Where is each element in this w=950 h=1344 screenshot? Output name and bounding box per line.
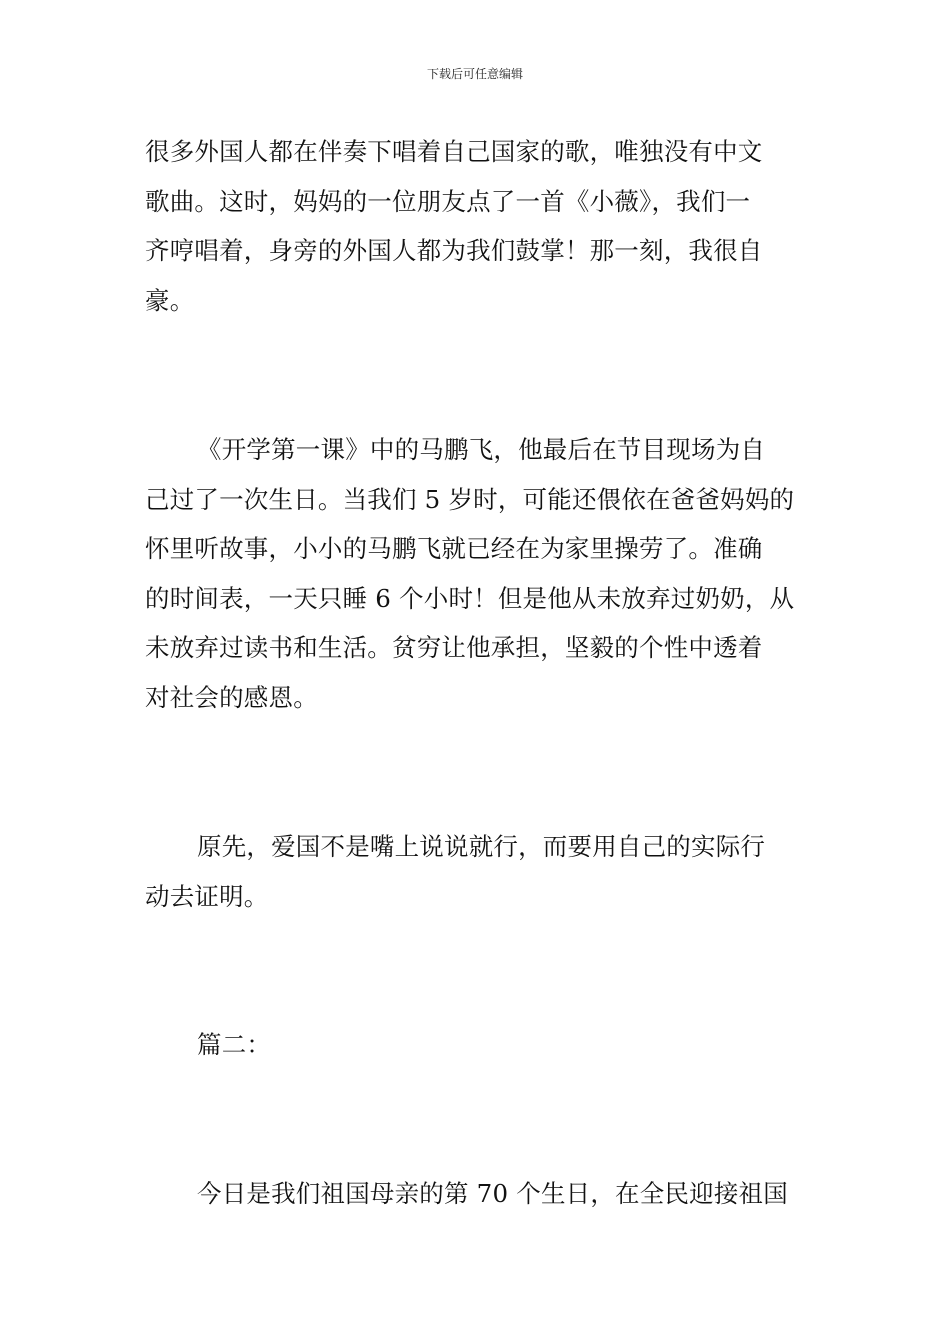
paragraph-line: 今日是我们祖国母亲的第 70 个生日，在全民迎接祖国	[197, 1179, 788, 1208]
paragraph-4	[145, 1169, 809, 1219]
page-header-note: 下载后可任意编辑	[426, 67, 523, 81]
paragraph-2	[145, 425, 809, 722]
paragraph-line: 未放弃过读书和生活。贫穷让他承担，坚毅的个性中透着	[145, 633, 763, 662]
paragraph-line: 豪。	[145, 285, 195, 315]
paragraph-1	[145, 127, 809, 325]
paragraph-line: 对社会的感恩。	[145, 682, 318, 712]
paragraph-line: 己过了一次生日。当我们 5 岁时，可能还偎依在爸爸妈妈的	[145, 484, 795, 514]
paragraph-line: 的时间表，一天只睡 6 个小时！但是他从未放弃过奶奶，从	[145, 583, 795, 613]
paragraph-line: 很多外国人都在伴奏下唱着自己国家的歌，唯独没有中文	[145, 137, 763, 166]
paragraph-line: 原先，爱国不是嘴上说说就行，而要用自己的实际行	[197, 832, 766, 861]
paragraph-3	[145, 822, 809, 921]
paragraph-line: 怀里听故事，小小的马鹏飞就已经在为家里操劳了。准确	[145, 534, 763, 563]
paragraph-line: 动去证明。	[145, 881, 269, 911]
paragraph-line: 《开学第一课》中的马鹏飞，他最后在节目现场为自	[197, 435, 766, 464]
section-heading-text: 篇二：	[197, 1030, 272, 1059]
section-heading	[145, 1020, 809, 1070]
paragraph-line: 歌曲。这时，妈妈的一位朋友点了一首《小薇》，我们一	[145, 186, 751, 216]
paragraph-line: 齐哼唱着，身旁的外国人都为我们鼓掌！那一刻，我很自	[145, 236, 763, 265]
